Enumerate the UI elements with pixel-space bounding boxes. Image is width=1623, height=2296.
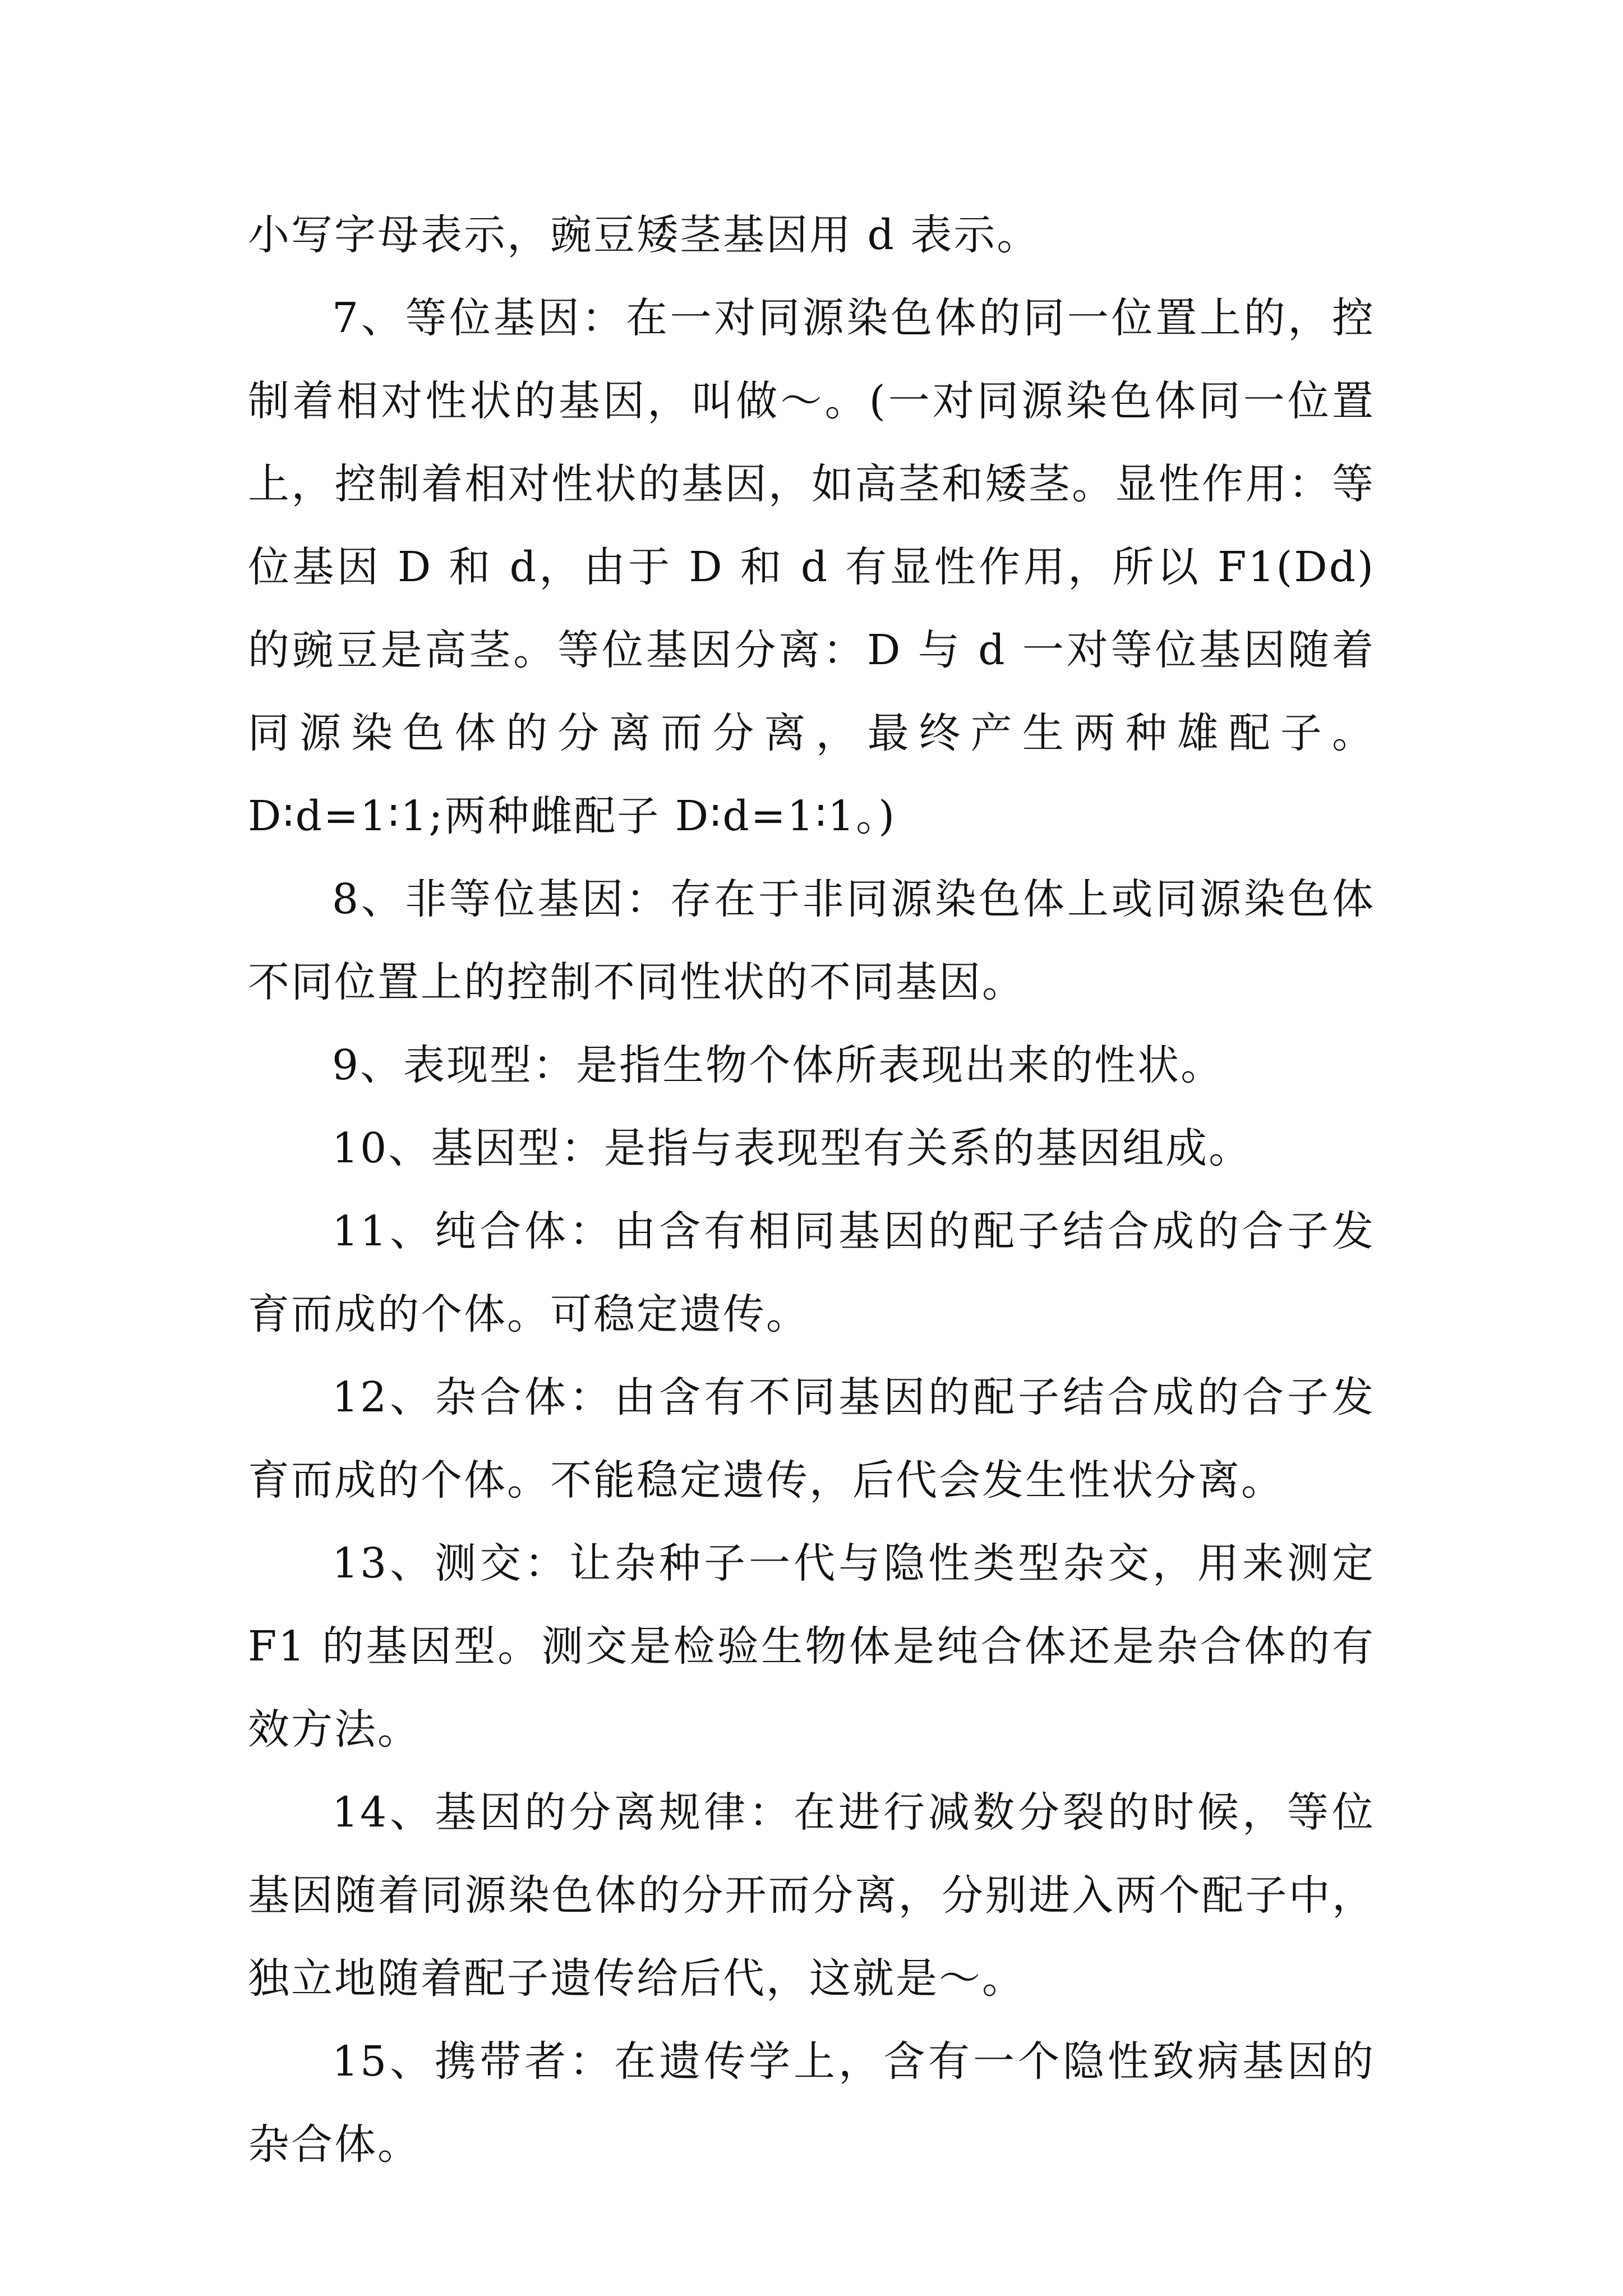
paragraph-segregation-law: 14、基因的分离规律：在进行减数分裂的时候，等位基因随着同源染色体的分开而分离，分别进入两个配子中，独立地随着配子遗传给后代，这就是～。 [248,1788,1375,2003]
paragraph-continuation: 小写字母表示，豌豆矮茎基因用 d 表示。 [248,211,1040,259]
paragraph-non-allele: 8、非等位基因：存在于非同源染色体上或同源染色体不同位置上的控制不同性状的不同基因。 [248,875,1375,1006]
paragraph-genotype: 10、基因型：是指与表现型有关系的基因组成。 [332,1124,1252,1172]
paragraph-testcross: 13、测交：让杂种子一代与隐性类型杂交，用来测定 F1 的基因型。测交是检验生物体是纯合体还是杂合体的有效方法。 [248,1539,1375,1754]
document-body [248,194,1375,2186]
paragraph-heterozygote: 12、杂合体：由含有不同基因的配子结合成的合子发育而成的个体。不能稳定遗传，后代会发生性状分离。 [248,1373,1375,1504]
paragraph-homozygote: 11、纯合体：由含有相同基因的配子结合成的合子发育而成的个体。可稳定遗传。 [248,1207,1375,1338]
paragraph-allele: 7、等位基因：在一对同源染色体的同一位置上的，控制着相对性状的基因，叫做～。(一对同源染色体同一位置上，控制着相对性状的基因，如高茎和矮茎。显性作用：等位基因 D 和 d，由于 D 和 d 有显性作用，所以 F1(Dd)的豌豆是高茎。等位基因分离：D 与 d 一对等位基因随着同源染色体的分离而分离，最终产生两种雄配子。D∶d=1∶1;两种雌配子 D∶d=1∶1。) [248,294,1375,840]
paragraph-carrier: 15、携带者：在遗传学上，含有一个隐性致病基因的杂合体。 [248,2037,1375,2169]
paragraph-phenotype: 9、表现型：是指生物个体所表现出来的性状。 [332,1041,1224,1089]
